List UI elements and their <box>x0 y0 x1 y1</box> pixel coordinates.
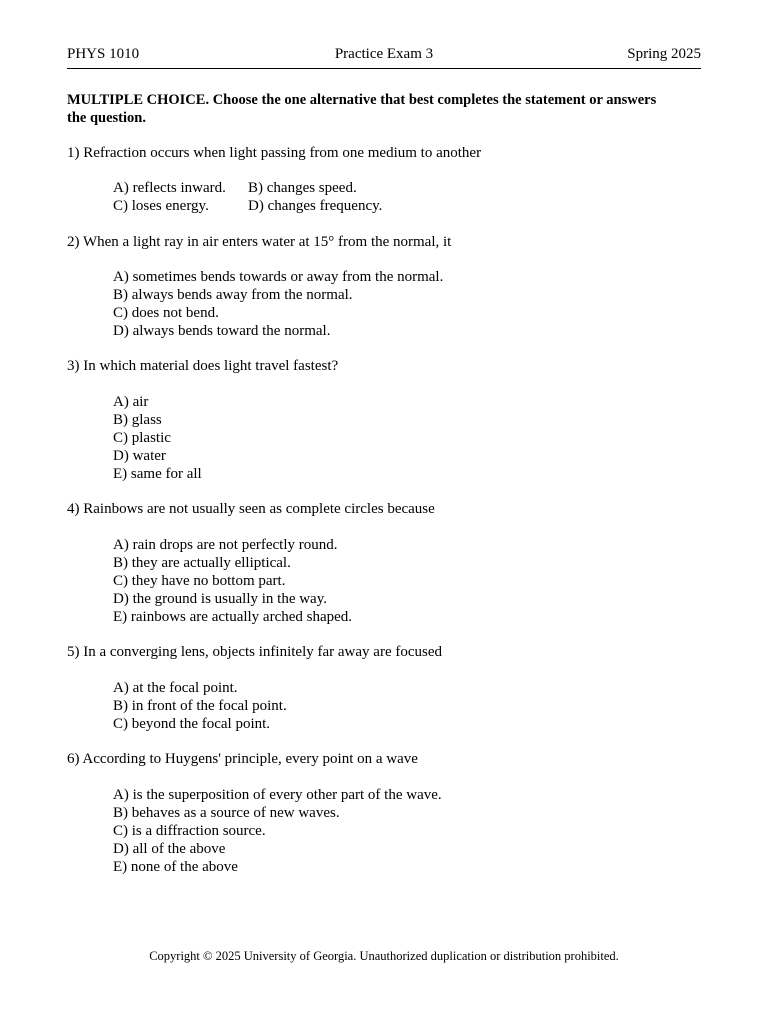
question-2-option-b: B) always bends away from the normal. <box>113 287 353 303</box>
question-3-option-b: B) glass <box>113 412 162 428</box>
question-4-option-a: A) rain drops are not perfectly round. <box>113 537 338 553</box>
exam-term: Spring 2025 <box>627 46 701 62</box>
question-5-stem: 5) In a converging lens, objects infinitely far away are focused <box>67 644 442 660</box>
page-header <box>67 46 701 66</box>
question-4-option-c: C) they have no bottom part. <box>113 573 286 589</box>
question-1-option-c: C) loses energy. <box>113 198 209 214</box>
question-6-option-c: C) is a diffraction source. <box>113 823 266 839</box>
question-6-stem: 6) According to Huygens' principle, every point on a wave <box>67 751 418 767</box>
question-3-stem: 3) In which material does light travel fastest? <box>67 358 339 374</box>
question-1-option-d: D) changes frequency. <box>248 198 383 214</box>
question-1-option-a: A) reflects inward. <box>113 180 226 196</box>
question-3-option-d: D) water <box>113 448 166 464</box>
question-1-option-b: B) changes speed. <box>248 180 357 196</box>
question-2-stem: 2) When a light ray in air enters water at 15° from the normal, it <box>67 234 452 250</box>
question-2-option-d: D) always bends toward the normal. <box>113 323 331 339</box>
question-1-stem: 1) Refraction occurs when light passing from one medium to another <box>67 145 482 161</box>
question-4-option-e: E) rainbows are actually arched shaped. <box>113 609 353 625</box>
question-5-option-b: B) in front of the focal point. <box>113 698 287 714</box>
question-5-option-a: A) at the focal point. <box>113 680 238 696</box>
exam-title: Practice Exam 3 <box>334 46 434 62</box>
question-6-option-a: A) is the superposition of every other part of the wave. <box>113 787 442 803</box>
question-4-stem: 4) Rainbows are not usually seen as complete circles because <box>67 501 435 517</box>
copyright-footer: Copyright © 2025 University of Georgia. Unauthorized duplication or distribution prohibited. <box>149 949 619 963</box>
question-4-option-d: D) the ground is usually in the way. <box>113 591 327 607</box>
question-6-option-e: E) none of the above <box>113 859 238 875</box>
course-code: PHYS 1010 <box>67 46 140 62</box>
question-4-option-b: B) they are actually elliptical. <box>113 555 291 571</box>
question-2-option-a: A) sometimes bends towards or away from the normal. <box>113 269 444 285</box>
question-6-option-b: B) behaves as a source of new waves. <box>113 805 340 821</box>
header-rule <box>67 68 701 69</box>
question-3-option-c: C) plastic <box>113 430 171 446</box>
question-2-option-c: C) does not bend. <box>113 305 219 321</box>
question-6-option-d: D) all of the above <box>113 841 226 857</box>
question-3-option-a: A) air <box>113 394 149 410</box>
instructions: MULTIPLE CHOICE. Choose the one alternative that best completes the statement or answers the question. <box>67 92 657 126</box>
question-5-option-c: C) beyond the focal point. <box>113 716 271 732</box>
question-3-option-e: E) same for all <box>113 466 202 482</box>
